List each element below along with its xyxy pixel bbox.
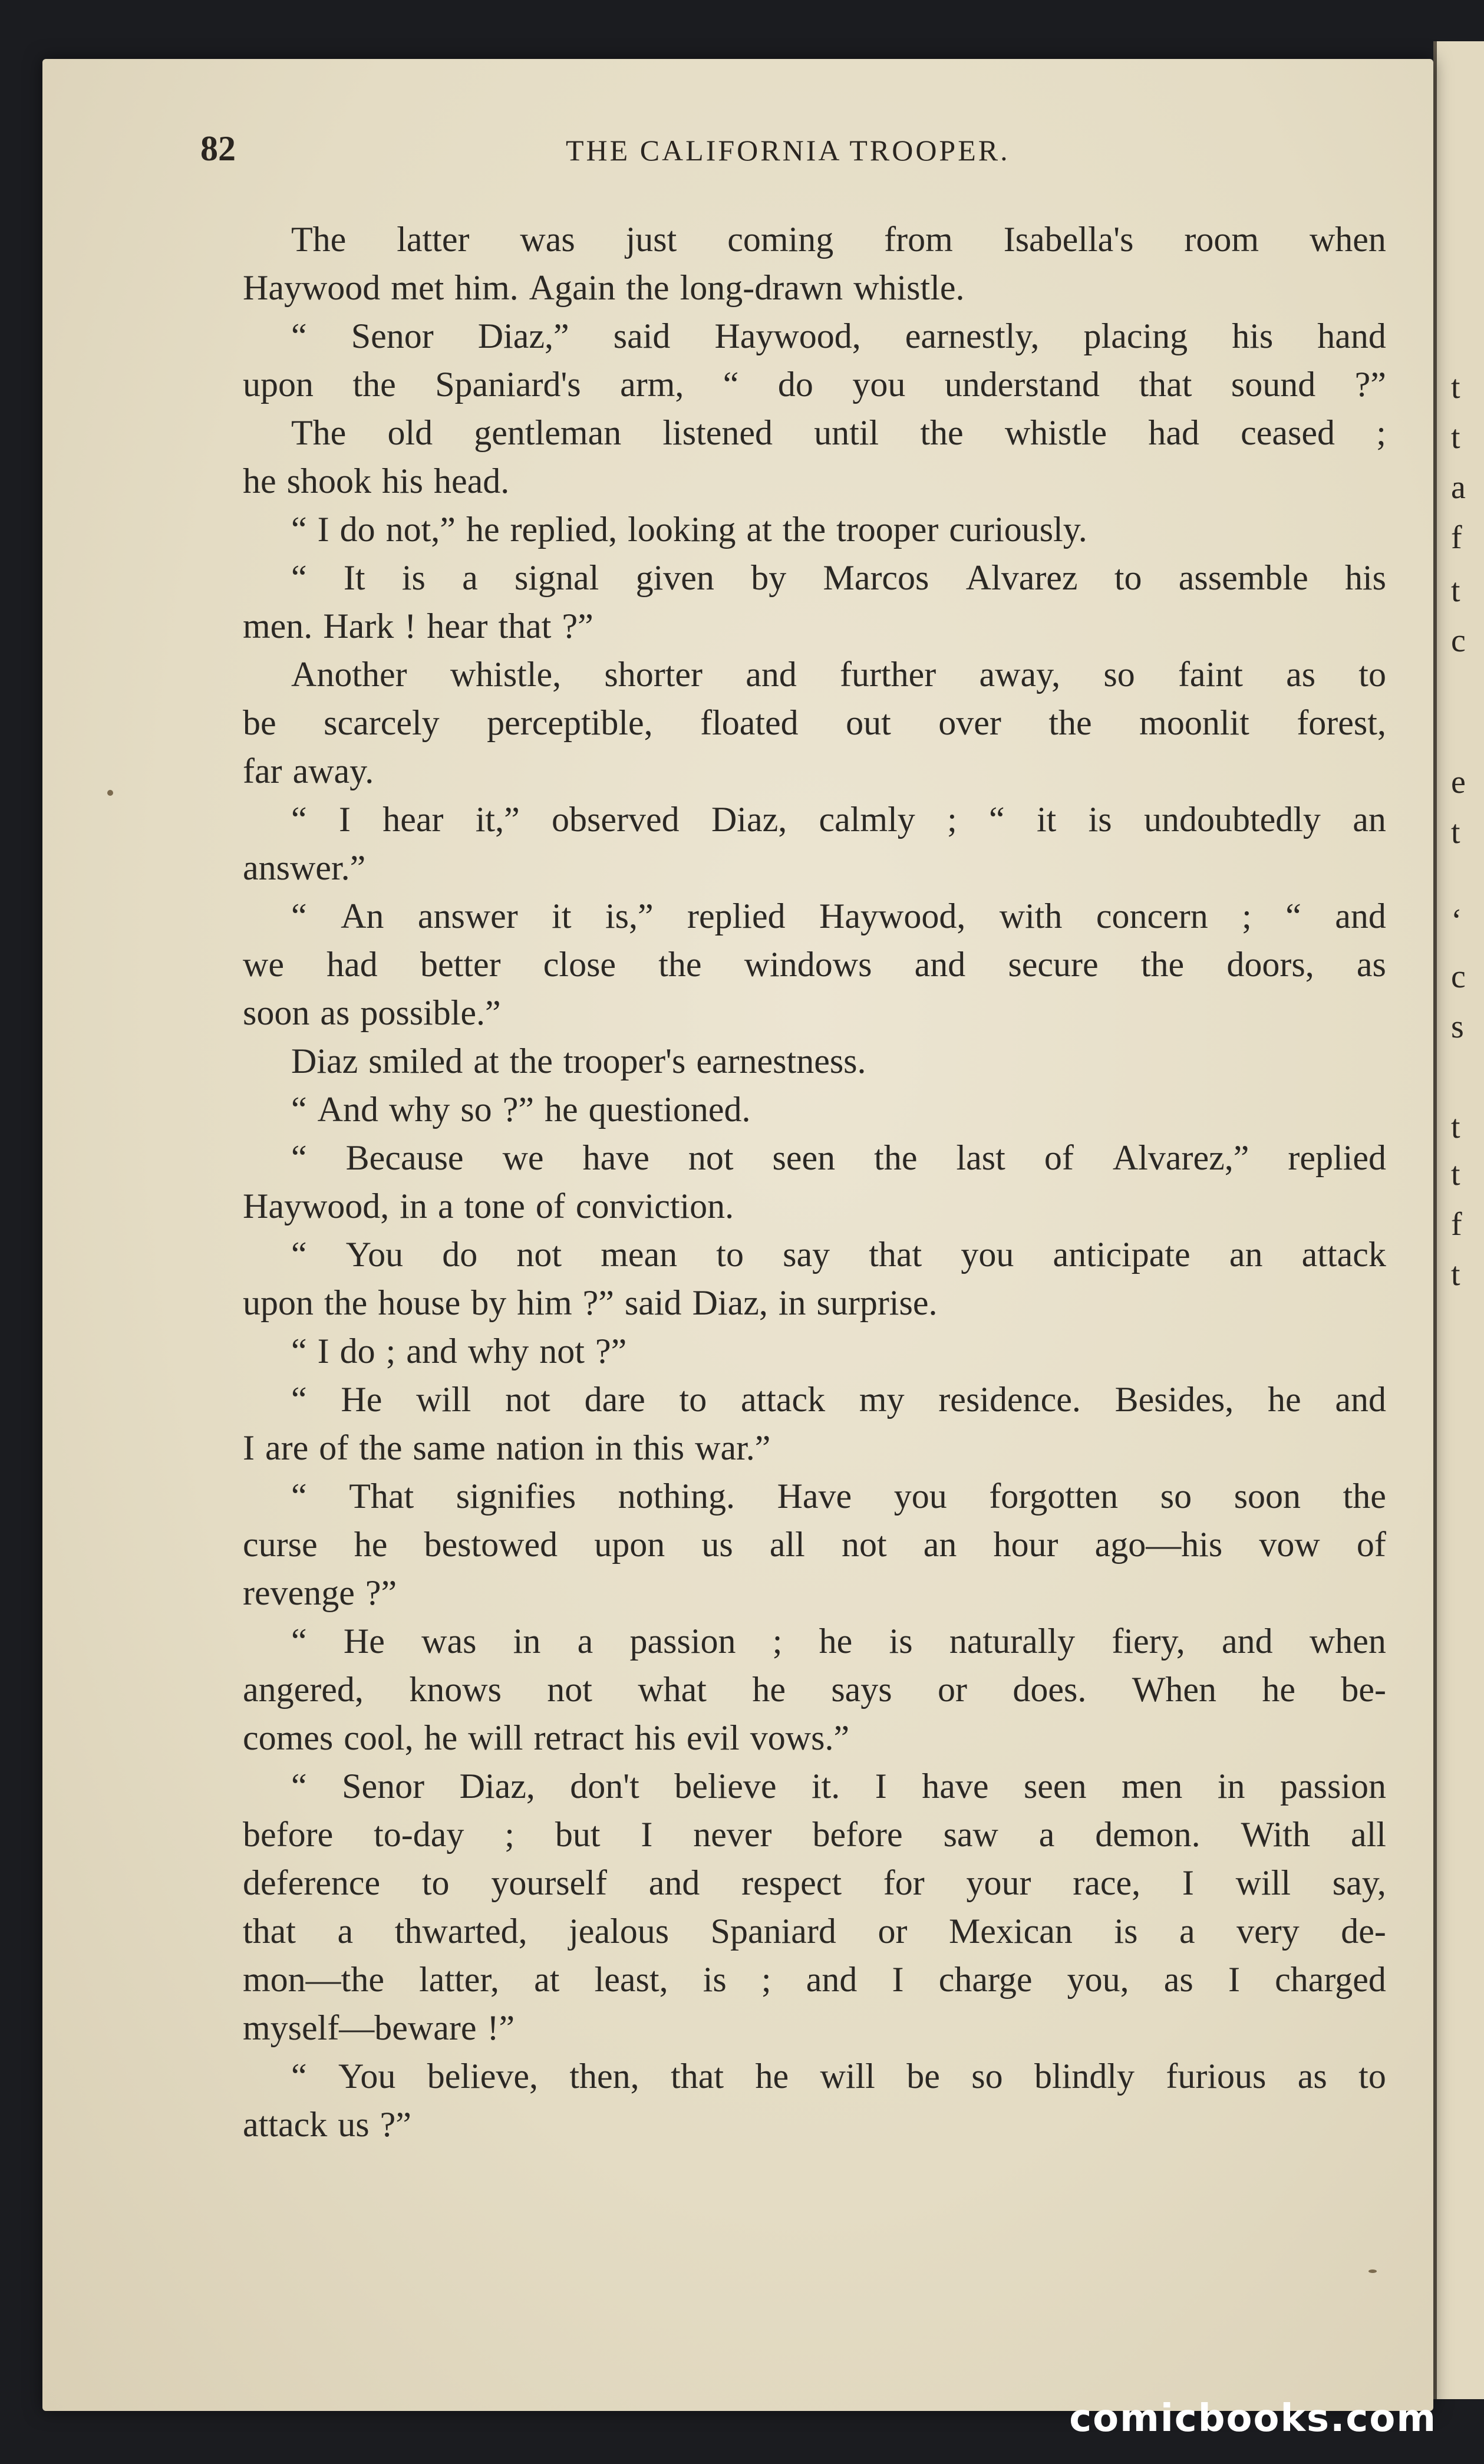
- text-line: “ An answer it is,” replied Haywood, with concern ; “ and: [291, 897, 1386, 935]
- text-line: before to-day ; but I never before saw a demon. With all: [243, 1815, 1386, 1854]
- text-line: curse he bestowed upon us all not an hour ago—his vow of: [243, 1525, 1386, 1564]
- adjacent-page-fragment: t: [1451, 369, 1460, 406]
- text-line: I are of the same nation in this war.”: [243, 1428, 771, 1467]
- text-line: “ He was in a passion ; he is naturally fiery, and when: [291, 1622, 1386, 1661]
- adjacent-page-fragment: t: [1451, 1256, 1460, 1293]
- text-line: soon as possible.”: [243, 993, 501, 1032]
- adjacent-page-fragment: f: [1451, 1206, 1462, 1243]
- text-line: Diaz smiled at the trooper's earnestness.: [291, 1042, 866, 1081]
- adjacent-page-fragment: t: [1451, 1156, 1460, 1193]
- text-line: “ I hear it,” observed Diaz, calmly ; “ it is undoubtedly an: [291, 800, 1386, 839]
- adjacent-page-fragment: t: [1451, 419, 1460, 456]
- text-line: The latter was just coming from Isabella's room when: [291, 220, 1386, 259]
- text-line: revenge ?”: [243, 1573, 397, 1612]
- text-line: “ He will not dare to attack my residence. Besides, he and: [291, 1380, 1386, 1419]
- text-line: comes cool, he will retract his evil vows.”: [243, 1718, 850, 1757]
- text-line: “ Senor Diaz, don't believe it. I have seen men in passion: [291, 1767, 1386, 1806]
- text-line: Haywood, in a tone of conviction.: [243, 1187, 734, 1226]
- text-line: “ It is a signal given by Marcos Alvarez to assemble his: [291, 558, 1386, 597]
- adjacent-page-fragment: t: [1451, 1109, 1460, 1145]
- paper-speck: [107, 790, 113, 796]
- adjacent-page-fragment: e: [1451, 764, 1466, 801]
- watermark-text: comicbooks.com: [1069, 2397, 1437, 2440]
- text-line: men. Hark ! hear that ?”: [243, 607, 593, 645]
- text-line: “ And why so ?” he questioned.: [291, 1090, 751, 1129]
- text-line: “ You do not mean to say that you anticipate an attack: [291, 1235, 1386, 1274]
- adjacent-page-fragment: c: [1451, 958, 1466, 995]
- adjacent-page-fragment: a: [1451, 469, 1466, 506]
- adjacent-page-fragment: c: [1451, 622, 1466, 659]
- running-head: THE CALIFORNIA TROOPER.: [566, 134, 1010, 167]
- text-line: upon the Spaniard's arm, “ do you understand that sound ?”: [243, 365, 1386, 404]
- text-line: “ I do ; and why not ?”: [291, 1332, 627, 1371]
- text-line: that a thwarted, jealous Spaniard or Mexican is a very de-: [243, 1912, 1386, 1951]
- text-line: “ Senor Diaz,” said Haywood, earnestly, placing his hand: [291, 317, 1386, 355]
- body-text: [243, 215, 1386, 2149]
- text-line: “ I do not,” he replied, looking at the trooper curiously.: [291, 510, 1087, 549]
- adjacent-page-fragment: s: [1451, 1009, 1464, 1045]
- text-line: he shook his head.: [243, 462, 510, 500]
- adjacent-page-fragment: ‘: [1451, 902, 1462, 939]
- text-line: Haywood met him. Again the long-drawn whistle.: [243, 268, 965, 307]
- page-number: 82: [200, 129, 236, 168]
- text-line: Another whistle, shorter and further away, so faint as to: [291, 655, 1386, 694]
- text-line: far away.: [243, 752, 374, 790]
- text-line: attack us ?”: [243, 2105, 411, 2144]
- text-line: “ You believe, then, that he will be so blindly furious as to: [291, 2057, 1386, 2096]
- text-line: mon—the latter, at least, is ; and I charge you, as I charged: [243, 1960, 1386, 1999]
- text-line: be scarcely perceptible, floated out over the moonlit forest,: [243, 703, 1386, 742]
- text-line: we had better close the windows and secure the doors, as: [243, 945, 1386, 984]
- adjacent-page-fragment: t: [1451, 572, 1460, 609]
- text-line: upon the house by him ?” said Diaz, in surprise.: [243, 1283, 938, 1322]
- adjacent-page-fragment: t: [1451, 814, 1460, 851]
- text-line: answer.”: [243, 848, 366, 887]
- adjacent-page-fragment: f: [1451, 519, 1462, 556]
- text-line: “ That signifies nothing. Have you forgotten so soon the: [291, 1477, 1386, 1516]
- text-line: angered, knows not what he says or does. When he be-: [243, 1670, 1386, 1709]
- text-line: “ Because we have not seen the last of Alvarez,” replied: [291, 1138, 1386, 1177]
- text-line: The old gentleman listened until the whistle had ceased ;: [291, 413, 1386, 452]
- paper-speck: [1368, 2269, 1377, 2273]
- text-line: deference to yourself and respect for your race, I will say,: [243, 1863, 1386, 1902]
- text-line: myself—beware !”: [243, 2008, 515, 2047]
- adjacent-page-edge: [1433, 41, 1484, 2399]
